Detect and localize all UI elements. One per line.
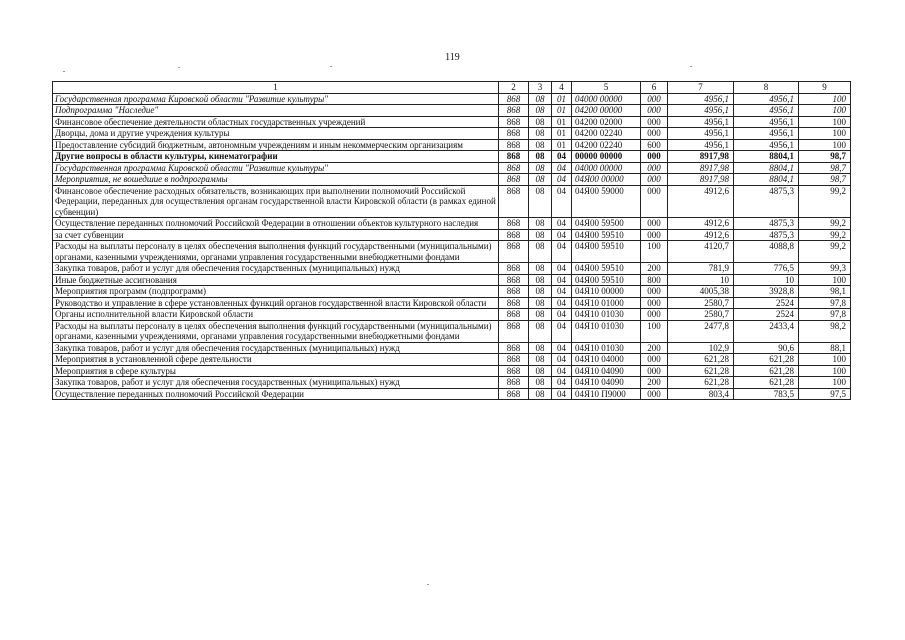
cell-actual: 4875,3 <box>734 218 799 230</box>
cell-plan: 102,9 <box>668 342 734 354</box>
cell-section: 08 <box>529 377 552 389</box>
cell-section: 08 <box>529 116 552 128</box>
scan-speck <box>63 71 65 72</box>
cell-section: 08 <box>529 286 552 298</box>
row-description: Дворцы, дома и другие учреждения культуры <box>53 128 499 140</box>
cell-ministry: 868 <box>499 342 529 354</box>
cell-section: 08 <box>529 105 552 117</box>
scan-speck <box>330 66 332 67</box>
cell-target-code: 00000 00000 <box>572 151 641 163</box>
cell-percent: 100 <box>799 93 851 105</box>
table-body <box>53 93 851 400</box>
cell-plan: 2477,8 <box>668 320 734 342</box>
cell-plan: 4956,1 <box>668 139 734 151</box>
scan-speck <box>427 584 429 585</box>
cell-actual: 3928,8 <box>734 286 799 298</box>
table-row <box>53 185 851 218</box>
cell-plan: 4912,6 <box>668 185 734 218</box>
header-row <box>53 82 851 94</box>
row-description: Мероприятия в установленной сфере деятельности <box>53 354 499 366</box>
cell-section: 08 <box>529 93 552 105</box>
cell-actual: 10 <box>734 274 799 286</box>
cell-percent: 100 <box>799 139 851 151</box>
cell-expense-type: 000 <box>641 388 668 400</box>
cell-percent: 100 <box>799 128 851 140</box>
cell-subsection: 04 <box>552 342 572 354</box>
cell-plan: 803,4 <box>668 388 734 400</box>
cell-ministry: 868 <box>499 309 529 321</box>
cell-plan: 4005,38 <box>668 286 734 298</box>
cell-subsection: 01 <box>552 139 572 151</box>
cell-actual: 621,28 <box>734 377 799 389</box>
row-description: Осуществление переданных полномочий Российской Федерации в отношении объектов культурного наследия <box>53 218 499 230</box>
row-description: Мероприятия программ (подпрограмм) <box>53 286 499 298</box>
header-cell: 8 <box>734 82 799 94</box>
row-description: Закупка товаров, работ и услуг для обеспечения государственных (муниципальных) нужд <box>53 342 499 354</box>
row-description: за счет субвенции <box>53 229 499 241</box>
cell-target-code: 04Я10 01030 <box>572 342 641 354</box>
cell-section: 08 <box>529 128 552 140</box>
row-description: Осуществление переданных полномочий Российской Федерации <box>53 388 499 400</box>
cell-plan: 2580,7 <box>668 309 734 321</box>
cell-actual: 8804,1 <box>734 151 799 163</box>
cell-target-code: 04Я00 59510 <box>572 241 641 263</box>
cell-ministry: 868 <box>499 274 529 286</box>
cell-ministry: 868 <box>499 320 529 342</box>
row-description: Закупка товаров, работ и услуг для обеспечения государственных (муниципальных) нужд <box>53 377 499 389</box>
row-description: Руководство и управление в сфере установленных функций органов государственной власти Кировской области <box>53 297 499 309</box>
cell-expense-type: 000 <box>641 297 668 309</box>
cell-expense-type: 100 <box>641 320 668 342</box>
cell-subsection: 04 <box>552 185 572 218</box>
cell-expense-type: 000 <box>641 105 668 117</box>
header-cell: 6 <box>641 82 668 94</box>
cell-plan: 781,9 <box>668 263 734 275</box>
cell-actual: 4956,1 <box>734 116 799 128</box>
cell-actual: 776,5 <box>734 263 799 275</box>
cell-target-code: 04200 02240 <box>572 139 641 151</box>
cell-section: 08 <box>529 162 552 174</box>
cell-expense-type: 200 <box>641 342 668 354</box>
cell-actual: 621,28 <box>734 354 799 366</box>
cell-plan: 8917,98 <box>668 162 734 174</box>
cell-actual: 4956,1 <box>734 139 799 151</box>
table-row <box>53 274 851 286</box>
page-number: 119 <box>445 52 460 63</box>
cell-plan: 2580,7 <box>668 297 734 309</box>
cell-ministry: 868 <box>499 93 529 105</box>
cell-target-code: 04Я10 04090 <box>572 377 641 389</box>
cell-expense-type: 100 <box>641 241 668 263</box>
cell-subsection: 04 <box>552 162 572 174</box>
cell-expense-type: 800 <box>641 274 668 286</box>
header-cell: 7 <box>668 82 734 94</box>
cell-ministry: 868 <box>499 365 529 377</box>
cell-actual: 2524 <box>734 309 799 321</box>
header-cell: 1 <box>53 82 499 94</box>
cell-plan: 621,28 <box>668 377 734 389</box>
cell-ministry: 868 <box>499 128 529 140</box>
cell-section: 08 <box>529 263 552 275</box>
scan-speck <box>690 66 692 67</box>
cell-target-code: 04Я00 59000 <box>572 185 641 218</box>
table-row <box>53 218 851 230</box>
cell-target-code: 04200 02240 <box>572 128 641 140</box>
cell-expense-type: 000 <box>641 365 668 377</box>
cell-subsection: 04 <box>552 218 572 230</box>
cell-subsection: 04 <box>552 354 572 366</box>
table-row <box>53 377 851 389</box>
cell-plan: 4912,6 <box>668 229 734 241</box>
row-description: Финансовое обеспечение расходных обязательств, возникающих при выполнении полномочий Российской Федерации, переданных для осуществления органам государственной власти Кировской области (в рамках единой субвенции) <box>53 185 499 218</box>
cell-ministry: 868 <box>499 377 529 389</box>
row-description: Государственная программа Кировской области "Развитие культуры" <box>53 93 499 105</box>
cell-ministry: 868 <box>499 151 529 163</box>
cell-target-code: 04Я00 59510 <box>572 263 641 275</box>
cell-section: 08 <box>529 185 552 218</box>
cell-target-code: 04200 02000 <box>572 116 641 128</box>
cell-subsection: 04 <box>552 297 572 309</box>
table-row <box>53 286 851 298</box>
cell-target-code: 04000 00000 <box>572 93 641 105</box>
cell-percent: 98,7 <box>799 162 851 174</box>
table-row <box>53 139 851 151</box>
cell-percent: 100 <box>799 354 851 366</box>
cell-subsection: 01 <box>552 105 572 117</box>
table-row <box>53 342 851 354</box>
cell-percent: 97,8 <box>799 297 851 309</box>
cell-plan: 8917,98 <box>668 151 734 163</box>
row-description: Иные бюджетные ассигнования <box>53 274 499 286</box>
cell-subsection: 04 <box>552 151 572 163</box>
row-description: Другие вопросы в области культуры, кинематографии <box>53 151 499 163</box>
cell-ministry: 868 <box>499 229 529 241</box>
cell-section: 08 <box>529 241 552 263</box>
cell-plan: 621,28 <box>668 354 734 366</box>
table-row <box>53 241 851 263</box>
row-description: Государственная программа Кировской области "Развитие культуры" <box>53 162 499 174</box>
cell-ministry: 868 <box>499 263 529 275</box>
header-cell: 5 <box>572 82 641 94</box>
cell-ministry: 868 <box>499 354 529 366</box>
cell-actual: 2524 <box>734 297 799 309</box>
cell-section: 08 <box>529 365 552 377</box>
cell-percent: 99,2 <box>799 229 851 241</box>
cell-section: 08 <box>529 320 552 342</box>
budget-table <box>52 81 851 400</box>
cell-plan: 4956,1 <box>668 116 734 128</box>
cell-subsection: 04 <box>552 229 572 241</box>
cell-target-code: 04Я10 04090 <box>572 365 641 377</box>
cell-target-code: 04Я10 01030 <box>572 309 641 321</box>
cell-subsection: 04 <box>552 377 572 389</box>
cell-section: 08 <box>529 354 552 366</box>
row-description: Расходы на выплаты персоналу в целях обеспечения выполнения функций государственными (муниципальными) органами, казенными учреждениями, органами управления государственными внебюджетными фондами <box>53 241 499 263</box>
table-row <box>53 297 851 309</box>
cell-expense-type: 000 <box>641 162 668 174</box>
cell-expense-type: 000 <box>641 229 668 241</box>
cell-plan: 4912,6 <box>668 218 734 230</box>
cell-section: 08 <box>529 297 552 309</box>
cell-target-code: 04200 00000 <box>572 105 641 117</box>
cell-section: 08 <box>529 309 552 321</box>
cell-percent: 99,2 <box>799 185 851 218</box>
header-cell: 4 <box>552 82 572 94</box>
scan-speck <box>178 67 180 68</box>
cell-ministry: 868 <box>499 139 529 151</box>
cell-section: 08 <box>529 218 552 230</box>
cell-expense-type: 000 <box>641 218 668 230</box>
cell-actual: 8804,1 <box>734 162 799 174</box>
cell-actual: 4875,3 <box>734 185 799 218</box>
cell-plan: 4956,1 <box>668 128 734 140</box>
scan-speck <box>180 296 182 297</box>
cell-percent: 100 <box>799 274 851 286</box>
cell-subsection: 04 <box>552 309 572 321</box>
table-row <box>53 128 851 140</box>
table-row <box>53 174 851 186</box>
header-cell: 2 <box>499 82 529 94</box>
table-row <box>53 229 851 241</box>
cell-expense-type: 000 <box>641 128 668 140</box>
cell-actual: 4088,8 <box>734 241 799 263</box>
row-description: Мероприятия в сфере культуры <box>53 365 499 377</box>
cell-ministry: 868 <box>499 297 529 309</box>
table-row <box>53 263 851 275</box>
cell-actual: 4956,1 <box>734 128 799 140</box>
row-description: Закупка товаров, работ и услуг для обеспечения государственных (муниципальных) нужд <box>53 263 499 275</box>
cell-section: 08 <box>529 174 552 186</box>
table-row <box>53 93 851 105</box>
cell-subsection: 04 <box>552 174 572 186</box>
cell-subsection: 04 <box>552 241 572 263</box>
cell-target-code: 04Я00 00000 <box>572 174 641 186</box>
cell-expense-type: 000 <box>641 309 668 321</box>
cell-actual: 90,6 <box>734 342 799 354</box>
cell-subsection: 04 <box>552 388 572 400</box>
cell-section: 08 <box>529 342 552 354</box>
table-row <box>53 320 851 342</box>
cell-expense-type: 000 <box>641 286 668 298</box>
cell-target-code: 04000 00000 <box>572 162 641 174</box>
cell-percent: 99,3 <box>799 263 851 275</box>
row-description: Финансовое обеспечение деятельности областных государственных учреждений <box>53 116 499 128</box>
cell-actual: 4956,1 <box>734 93 799 105</box>
cell-ministry: 868 <box>499 174 529 186</box>
cell-plan: 8917,98 <box>668 174 734 186</box>
cell-section: 08 <box>529 229 552 241</box>
table-row <box>53 162 851 174</box>
cell-subsection: 01 <box>552 93 572 105</box>
cell-section: 08 <box>529 139 552 151</box>
table-row <box>53 116 851 128</box>
cell-expense-type: 000 <box>641 93 668 105</box>
cell-percent: 98,7 <box>799 151 851 163</box>
row-description: Предоставление субсидий бюджетным, автономным учреждениям и иным некоммерческим организациям <box>53 139 499 151</box>
cell-ministry: 868 <box>499 388 529 400</box>
cell-target-code: 04Я10 01030 <box>572 320 641 342</box>
cell-plan: 4956,1 <box>668 105 734 117</box>
cell-target-code: 04Я00 59500 <box>572 218 641 230</box>
cell-percent: 97,8 <box>799 309 851 321</box>
table-row <box>53 365 851 377</box>
cell-percent: 99,2 <box>799 241 851 263</box>
cell-ministry: 868 <box>499 241 529 263</box>
cell-section: 08 <box>529 274 552 286</box>
table-row <box>53 309 851 321</box>
table-row <box>53 388 851 400</box>
cell-subsection: 04 <box>552 320 572 342</box>
cell-percent: 97,5 <box>799 388 851 400</box>
header-cell: 3 <box>529 82 552 94</box>
cell-expense-type: 600 <box>641 139 668 151</box>
cell-ministry: 868 <box>499 105 529 117</box>
row-description: Подпрограмма "Наследие" <box>53 105 499 117</box>
cell-actual: 621,28 <box>734 365 799 377</box>
cell-expense-type: 000 <box>641 185 668 218</box>
cell-section: 08 <box>529 151 552 163</box>
cell-subsection: 01 <box>552 116 572 128</box>
cell-expense-type: 000 <box>641 174 668 186</box>
cell-percent: 98,7 <box>799 174 851 186</box>
row-description: Мероприятия, не вошедшие в подпрограммы <box>53 174 499 186</box>
cell-plan: 10 <box>668 274 734 286</box>
cell-expense-type: 200 <box>641 263 668 275</box>
cell-actual: 2433,4 <box>734 320 799 342</box>
cell-percent: 100 <box>799 105 851 117</box>
cell-subsection: 04 <box>552 263 572 275</box>
cell-ministry: 868 <box>499 162 529 174</box>
cell-subsection: 01 <box>552 128 572 140</box>
cell-ministry: 868 <box>499 286 529 298</box>
cell-expense-type: 000 <box>641 116 668 128</box>
table-row <box>53 151 851 163</box>
table-row <box>53 105 851 117</box>
cell-ministry: 868 <box>499 218 529 230</box>
cell-percent: 88,1 <box>799 342 851 354</box>
cell-subsection: 04 <box>552 274 572 286</box>
row-description: Расходы на выплаты персоналу в целях обеспечения выполнения функций государственными (муниципальными) органами, казенными учреждениями, органами управления государственными внебюджетными фондами <box>53 320 499 342</box>
cell-actual: 8804,1 <box>734 174 799 186</box>
cell-percent: 100 <box>799 365 851 377</box>
cell-plan: 621,28 <box>668 365 734 377</box>
cell-plan: 4956,1 <box>668 93 734 105</box>
cell-expense-type: 200 <box>641 377 668 389</box>
cell-target-code: 04Я00 59510 <box>572 274 641 286</box>
cell-target-code: 04Я00 59510 <box>572 229 641 241</box>
cell-subsection: 04 <box>552 365 572 377</box>
cell-target-code: 04Я10 П9000 <box>572 388 641 400</box>
cell-plan: 4120,7 <box>668 241 734 263</box>
cell-target-code: 04Я10 01000 <box>572 297 641 309</box>
cell-actual: 783,5 <box>734 388 799 400</box>
cell-target-code: 04Я10 00000 <box>572 286 641 298</box>
cell-percent: 99,2 <box>799 218 851 230</box>
cell-subsection: 04 <box>552 286 572 298</box>
cell-percent: 98,1 <box>799 286 851 298</box>
cell-expense-type: 000 <box>641 354 668 366</box>
cell-percent: 98,2 <box>799 320 851 342</box>
cell-percent: 100 <box>799 377 851 389</box>
row-description: Органы исполнительной власти Кировской области <box>53 309 499 321</box>
cell-ministry: 868 <box>499 185 529 218</box>
header-cell: 9 <box>799 82 851 94</box>
cell-percent: 100 <box>799 116 851 128</box>
cell-ministry: 868 <box>499 116 529 128</box>
cell-section: 08 <box>529 388 552 400</box>
cell-actual: 4956,1 <box>734 105 799 117</box>
table-row <box>53 354 851 366</box>
cell-actual: 4875,3 <box>734 229 799 241</box>
cell-target-code: 04Я10 04000 <box>572 354 641 366</box>
cell-expense-type: 000 <box>641 151 668 163</box>
